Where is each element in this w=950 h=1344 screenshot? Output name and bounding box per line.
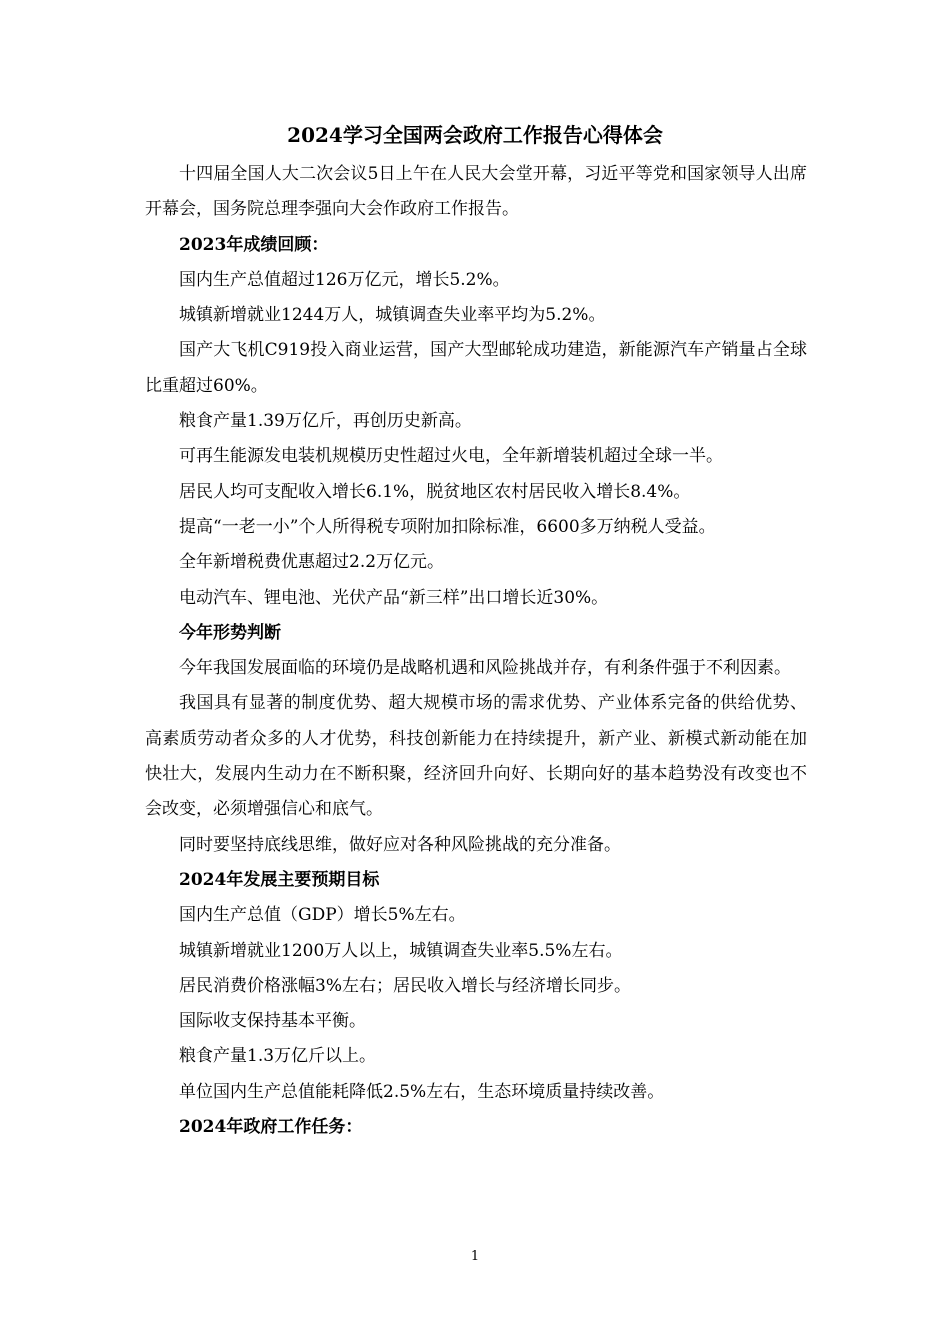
page-number: 1 bbox=[470, 1249, 480, 1264]
body-paragraph: 全年新增税费优惠超过2.2万亿元。 bbox=[179, 552, 445, 573]
body-paragraph: 十四届全国人大二次会议5日上午在人民大会堂开幕，习近平等党和国家领导人出席开幕会，国务院总理李强向大会作政府工作报告。 bbox=[145, 164, 807, 220]
body-paragraph: 粮食产量1.39万亿斤，再创历史新高。 bbox=[179, 411, 472, 432]
body-paragraph: 国内生产总值超过126万亿元，增长5.2%。 bbox=[179, 269, 510, 290]
section-heading: 2024年政府工作任务： bbox=[179, 1117, 363, 1138]
body-paragraph: 城镇新增就业1244万人，城镇调查失业率平均为5.2%。 bbox=[179, 305, 606, 326]
document-title: 2024学习全国两会政府工作报告心得体会 bbox=[287, 123, 663, 147]
body-paragraph: 城镇新增就业1200万人以上，城镇调查失业率5.5%左右。 bbox=[179, 940, 623, 961]
document-body bbox=[145, 157, 807, 1145]
body-paragraph: 国内生产总值（GDP）增长5%左右。 bbox=[179, 905, 466, 926]
body-paragraph: 电动汽车、锂电池、光伏产品“新三样”出口增长近30%。 bbox=[179, 587, 609, 608]
body-paragraph: 粮食产量1.3万亿斤以上。 bbox=[179, 1046, 377, 1067]
body-paragraph: 今年我国发展面临的环境仍是战略机遇和风险挑战并存，有利条件强于不利因素。 bbox=[179, 658, 791, 679]
body-paragraph: 提高“一老一小”个人所得税专项附加扣除标准，6600多万纳税人受益。 bbox=[179, 516, 716, 537]
section-heading: 2023年成绩回顾： bbox=[179, 234, 329, 255]
body-paragraph: 居民人均可支配收入增长6.1%，脱贫地区农村居民收入增长8.4%。 bbox=[179, 481, 691, 502]
body-paragraph: 单位国内生产总值能耗降低2.5%左右，生态环境质量持续改善。 bbox=[179, 1081, 665, 1102]
body-paragraph: 国产大飞机C919投入商业运营，国产大型邮轮成功建造，新能源汽车产销量占全球比重超过60%。 bbox=[145, 340, 807, 396]
body-paragraph: 国际收支保持基本平衡。 bbox=[179, 1011, 366, 1032]
section-heading: 今年形势判断 bbox=[179, 622, 281, 643]
body-paragraph: 可再生能源发电装机规模历史性超过火电，全年新增装机超过全球一半。 bbox=[179, 446, 723, 467]
body-paragraph: 我国具有显著的制度优势、超大规模市场的需求优势、产业体系完备的供给优势、高素质劳动者众多的人才优势，科技创新能力在持续提升，新产业、新模式新动能在加快壮大，发展内生动力在不断积聚，经济回升向好、长期向好的基本趋势没有改变也不会改变，必须增强信心和底气。 bbox=[145, 693, 807, 820]
section-heading: 2024年发展主要预期目标 bbox=[179, 869, 380, 890]
body-paragraph: 同时要坚持底线思维，做好应对各种风险挑战的充分准备。 bbox=[179, 834, 621, 855]
body-paragraph: 居民消费价格涨幅3%左右；居民收入增长与经济增长同步。 bbox=[179, 975, 631, 996]
